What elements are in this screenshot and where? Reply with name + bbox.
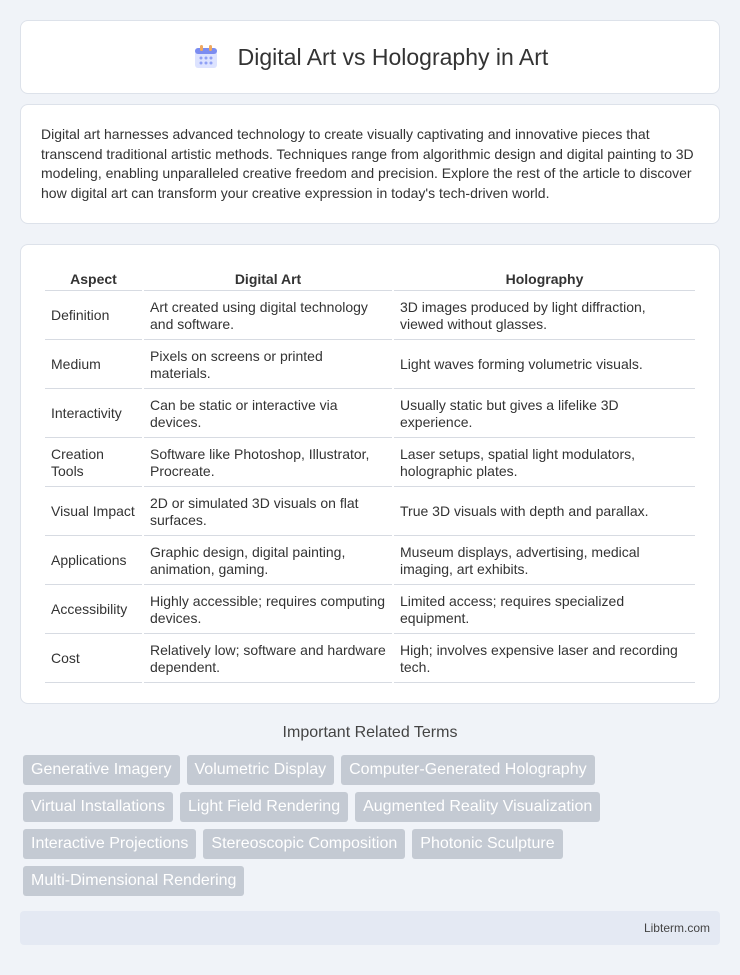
digital-art-cell: Pixels on screens or printed materials. <box>144 342 392 389</box>
title-wrap <box>192 43 549 71</box>
digital-art-cell: Highly accessible; requires computing devices. <box>144 587 392 634</box>
digital-art-cell: Graphic design, digital painting, animation, gaming. <box>144 538 392 585</box>
tag-multi-dimensional-rendering[interactable]: Multi-Dimensional Rendering <box>23 866 244 896</box>
holography-cell: Light waves forming volumetric visuals. <box>394 342 695 389</box>
tag-light-field-rendering[interactable]: Light Field Rendering <box>180 792 348 822</box>
holography-cell: 3D images produced by light diffraction, viewed without glasses. <box>394 293 695 340</box>
aspect-cell: Interactivity <box>45 391 142 438</box>
calendar-grid-icon <box>192 43 220 71</box>
aspect-cell: Creation Tools <box>45 440 142 487</box>
tag-stereoscopic-composition[interactable]: Stereoscopic Composition <box>203 829 405 859</box>
table-row <box>45 440 695 487</box>
holography-cell: Limited access; requires specialized equipment. <box>394 587 695 634</box>
related-terms-section <box>20 724 720 896</box>
aspect-cell: Definition <box>45 293 142 340</box>
footer-site-link[interactable]: Libterm.com <box>643 921 710 935</box>
digital-art-cell: Art created using digital technology and software. <box>144 293 392 340</box>
table-row <box>45 538 695 585</box>
tag-volumetric-display[interactable]: Volumetric Display <box>187 755 335 785</box>
tag-virtual-installations[interactable]: Virtual Installations <box>23 792 173 822</box>
intro-card <box>20 104 720 224</box>
digital-art-cell: Relatively low; software and hardware dependent. <box>144 636 392 683</box>
tag-photonic-sculpture[interactable]: Photonic Sculpture <box>412 829 562 859</box>
intro-paragraph: Digital art harnesses advanced technology to create visually captivating and innovative pieces that transcend traditional artistic methods. Techniques range from algorithmic design and digital painting to 3D modeling, enabling unparalleled creative freedom and precision. Explore the rest of the article to discover how digital art can transform your creative expression in today's tech-driven world. <box>41 126 694 201</box>
table-row <box>45 636 695 683</box>
header-card <box>20 20 720 94</box>
tag-interactive-projections[interactable]: Interactive Projections <box>23 829 196 859</box>
header-digital-art: Digital Art <box>144 267 392 291</box>
footer <box>20 911 720 945</box>
aspect-cell: Applications <box>45 538 142 585</box>
table-row <box>45 293 695 340</box>
aspect-cell: Medium <box>45 342 142 389</box>
page-title: Digital Art vs Holography in Art <box>237 43 549 70</box>
table-row <box>45 587 695 634</box>
table-header-row <box>45 267 695 291</box>
digital-art-cell: 2D or simulated 3D visuals on flat surfaces. <box>144 489 392 536</box>
related-terms-tags <box>20 755 720 896</box>
digital-art-cell: Software like Photoshop, Illustrator, Procreate. <box>144 440 392 487</box>
table-row <box>45 489 695 536</box>
digital-art-cell: Can be static or interactive via devices. <box>144 391 392 438</box>
table-row <box>45 391 695 438</box>
tag-augmented-reality-visualization[interactable]: Augmented Reality Visualization <box>355 792 600 822</box>
aspect-cell: Cost <box>45 636 142 683</box>
tag-computer-generated-holography[interactable]: Computer-Generated Holography <box>341 755 594 785</box>
tag-generative-imagery[interactable]: Generative Imagery <box>23 755 180 785</box>
holography-cell: High; involves expensive laser and recording tech. <box>394 636 695 683</box>
header-holography: Holography <box>394 267 695 291</box>
comparison-table <box>43 265 697 685</box>
header-aspect: Aspect <box>45 267 142 291</box>
holography-cell: Laser setups, spatial light modulators, holographic plates. <box>394 440 695 487</box>
aspect-cell: Visual Impact <box>45 489 142 536</box>
holography-cell: Museum displays, advertising, medical imaging, art exhibits. <box>394 538 695 585</box>
comparison-table-card <box>20 244 720 704</box>
table-row <box>45 342 695 389</box>
holography-cell: Usually static but gives a lifelike 3D experience. <box>394 391 695 438</box>
related-terms-title: Important Related Terms <box>282 724 458 741</box>
aspect-cell: Accessibility <box>45 587 142 634</box>
holography-cell: True 3D visuals with depth and parallax. <box>394 489 695 536</box>
